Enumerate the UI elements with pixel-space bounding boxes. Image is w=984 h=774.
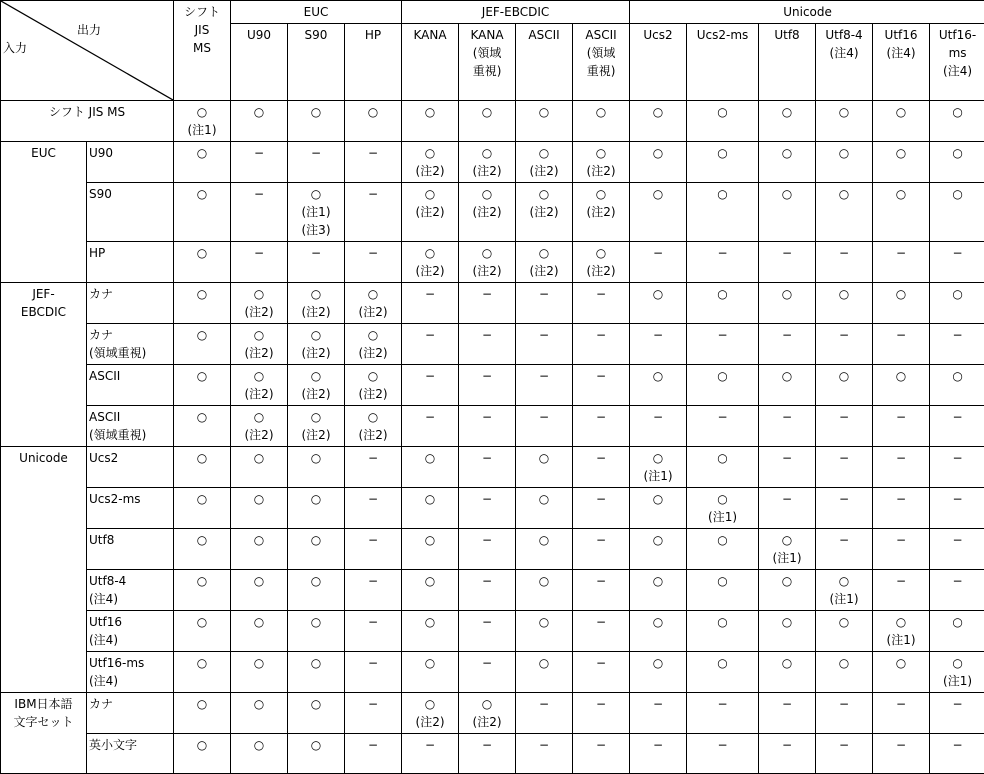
matrix-cell: ○ (注2): [402, 693, 459, 734]
row-sub-label: U90: [87, 142, 174, 183]
subheader-cell: Ucs2-ms: [687, 24, 759, 101]
table-row: [1, 693, 984, 734]
matrix-cell: −: [345, 611, 402, 652]
matrix-cell: ○: [687, 529, 759, 570]
matrix-cell: ○: [687, 652, 759, 693]
table-row: [1, 101, 984, 142]
matrix-cell: ○ (注1): [759, 529, 816, 570]
matrix-cell: −: [873, 406, 930, 447]
row-sub-label: Ucs2: [87, 447, 174, 488]
subheader-cell: KANA: [402, 24, 459, 101]
matrix-cell: ○ (注2): [288, 365, 345, 406]
row-sub-label: HP: [87, 242, 174, 283]
matrix-cell: −: [573, 734, 630, 774]
matrix-cell: −: [930, 693, 984, 734]
row-sub-label: S90: [87, 183, 174, 242]
matrix-cell: −: [873, 447, 930, 488]
matrix-cell: ○: [930, 183, 984, 242]
matrix-cell: −: [573, 324, 630, 365]
matrix-cell: −: [573, 447, 630, 488]
matrix-cell: −: [516, 406, 573, 447]
matrix-cell: ○: [573, 101, 630, 142]
matrix-cell: ○: [630, 611, 687, 652]
matrix-cell: ○ (注2): [345, 406, 402, 447]
matrix-cell: −: [345, 570, 402, 611]
matrix-cell: ○: [630, 570, 687, 611]
matrix-cell: ○: [402, 652, 459, 693]
matrix-cell: ○: [402, 101, 459, 142]
matrix-cell: ○: [816, 365, 873, 406]
matrix-cell: ○ (注2): [288, 406, 345, 447]
table-row: [1, 570, 984, 611]
matrix-cell: −: [759, 734, 816, 774]
matrix-cell: ○ (注2): [231, 406, 288, 447]
matrix-cell: ○ (注2): [345, 365, 402, 406]
matrix-cell: −: [516, 734, 573, 774]
matrix-cell: ○: [930, 283, 984, 324]
matrix-cell: −: [816, 447, 873, 488]
matrix-cell: ○ (注2): [231, 365, 288, 406]
table-row: [1, 734, 984, 774]
matrix-cell: −: [873, 529, 930, 570]
matrix-cell: ○: [288, 101, 345, 142]
subheader-cell: KANA (領域 重視): [459, 24, 516, 101]
corner-header: [1, 1, 174, 101]
matrix-cell: −: [573, 570, 630, 611]
matrix-cell: ○ (注2): [573, 183, 630, 242]
matrix-cell: ○: [174, 406, 231, 447]
matrix-cell: ○ (注2): [345, 283, 402, 324]
matrix-cell: ○: [288, 447, 345, 488]
matrix-cell: ○: [231, 570, 288, 611]
matrix-cell: −: [816, 693, 873, 734]
matrix-cell: ○ (注1): [930, 652, 984, 693]
matrix-cell: −: [459, 611, 516, 652]
matrix-cell: ○: [174, 324, 231, 365]
matrix-cell: −: [573, 488, 630, 529]
matrix-cell: −: [573, 283, 630, 324]
matrix-cell: ○: [459, 101, 516, 142]
matrix-cell: ○: [759, 611, 816, 652]
matrix-cell: −: [930, 488, 984, 529]
subheader-cell: Utf16- ms (注4): [930, 24, 984, 101]
table-row: [1, 652, 984, 693]
matrix-cell: ○ (注2): [402, 183, 459, 242]
matrix-cell: ○: [174, 447, 231, 488]
matrix-cell: ○: [630, 283, 687, 324]
matrix-cell: ○: [873, 183, 930, 242]
matrix-cell: ○: [630, 101, 687, 142]
matrix-cell: ○: [516, 611, 573, 652]
matrix-cell: ○ (注2): [345, 324, 402, 365]
subheader-cell: U90: [231, 24, 288, 101]
matrix-cell: ○ (注2): [516, 242, 573, 283]
matrix-cell: ○: [630, 529, 687, 570]
matrix-cell: ○ (注2): [516, 183, 573, 242]
matrix-cell: −: [345, 734, 402, 774]
matrix-cell: −: [687, 693, 759, 734]
table-row: [1, 488, 984, 529]
matrix-cell: ○: [687, 365, 759, 406]
matrix-cell: −: [345, 488, 402, 529]
matrix-cell: −: [759, 447, 816, 488]
matrix-cell: ○ (注1): [873, 611, 930, 652]
matrix-cell: ○ (注2): [459, 183, 516, 242]
matrix-cell: −: [345, 529, 402, 570]
matrix-cell: −: [459, 529, 516, 570]
matrix-cell: −: [573, 693, 630, 734]
matrix-cell: ○ (注2): [459, 142, 516, 183]
matrix-cell: −: [930, 242, 984, 283]
matrix-cell: −: [816, 488, 873, 529]
matrix-cell: ○: [687, 142, 759, 183]
matrix-cell: −: [459, 324, 516, 365]
matrix-cell: ○: [630, 142, 687, 183]
matrix-cell: −: [345, 447, 402, 488]
matrix-cell: ○ (注2): [573, 142, 630, 183]
matrix-cell: ○: [231, 488, 288, 529]
matrix-cell: ○: [816, 183, 873, 242]
subheader-cell: Ucs2: [630, 24, 687, 101]
matrix-cell: −: [930, 570, 984, 611]
matrix-cell: ○: [630, 183, 687, 242]
matrix-cell: ○: [873, 142, 930, 183]
matrix-cell: −: [231, 142, 288, 183]
matrix-cell: ○: [873, 101, 930, 142]
matrix-cell: ○: [759, 101, 816, 142]
matrix-cell: ○: [174, 283, 231, 324]
subheader-cell: Utf8-4 (注4): [816, 24, 873, 101]
matrix-cell: ○: [174, 488, 231, 529]
table-row: [1, 611, 984, 652]
matrix-cell: ○ (注2): [288, 324, 345, 365]
matrix-cell: ○: [174, 365, 231, 406]
matrix-cell: ○: [873, 652, 930, 693]
output-label: 出力: [77, 21, 101, 39]
row-group-label: EUC: [1, 142, 87, 283]
matrix-cell: ○ (注2): [231, 324, 288, 365]
matrix-cell: ○: [516, 529, 573, 570]
matrix-cell: ○ (注2): [459, 242, 516, 283]
header-sjis: シフト JIS MS: [174, 1, 231, 101]
matrix-cell: ○: [288, 734, 345, 774]
table-row: [1, 183, 984, 242]
matrix-cell: −: [873, 324, 930, 365]
matrix-cell: −: [459, 447, 516, 488]
matrix-cell: ○: [759, 183, 816, 242]
matrix-cell: −: [873, 488, 930, 529]
matrix-cell: −: [630, 693, 687, 734]
matrix-cell: −: [930, 447, 984, 488]
matrix-cell: ○: [174, 242, 231, 283]
matrix-cell: −: [516, 324, 573, 365]
matrix-cell: ○: [516, 652, 573, 693]
matrix-cell: ○: [687, 570, 759, 611]
matrix-cell: −: [402, 324, 459, 365]
row-sub-label: Ucs2-ms: [87, 488, 174, 529]
row-sub-label: 英小文字: [87, 734, 174, 774]
matrix-cell: −: [459, 488, 516, 529]
matrix-cell: ○ (注2): [516, 142, 573, 183]
matrix-cell: ○ (注2): [459, 693, 516, 734]
matrix-cell: −: [930, 324, 984, 365]
subheader-cell: Utf16 (注4): [873, 24, 930, 101]
matrix-cell: −: [459, 652, 516, 693]
matrix-cell: −: [573, 611, 630, 652]
matrix-cell: −: [573, 365, 630, 406]
matrix-cell: ○: [231, 611, 288, 652]
matrix-cell: ○: [930, 101, 984, 142]
matrix-cell: ○: [516, 488, 573, 529]
matrix-cell: −: [816, 242, 873, 283]
matrix-cell: ○: [174, 142, 231, 183]
matrix-cell: −: [759, 406, 816, 447]
subheader-cell: ASCII: [516, 24, 573, 101]
matrix-cell: ○ (注1): [174, 101, 231, 142]
matrix-cell: ○: [402, 447, 459, 488]
matrix-cell: ○: [402, 488, 459, 529]
matrix-cell: ○ (注2): [402, 142, 459, 183]
table-row: [1, 406, 984, 447]
matrix-cell: ○: [516, 570, 573, 611]
matrix-cell: −: [288, 142, 345, 183]
matrix-cell: −: [345, 142, 402, 183]
matrix-cell: −: [516, 693, 573, 734]
matrix-cell: −: [573, 529, 630, 570]
matrix-cell: ○: [687, 183, 759, 242]
matrix-cell: ○: [288, 529, 345, 570]
matrix-cell: −: [345, 242, 402, 283]
matrix-cell: ○: [231, 529, 288, 570]
matrix-cell: −: [345, 693, 402, 734]
matrix-cell: −: [759, 488, 816, 529]
table-row: [1, 242, 984, 283]
matrix-cell: −: [816, 406, 873, 447]
matrix-cell: ○: [687, 101, 759, 142]
matrix-cell: ○: [816, 101, 873, 142]
matrix-cell: ○: [288, 693, 345, 734]
subheader-cell: Utf8: [759, 24, 816, 101]
matrix-cell: −: [687, 324, 759, 365]
matrix-cell: ○: [816, 611, 873, 652]
matrix-cell: −: [630, 406, 687, 447]
matrix-cell: −: [930, 406, 984, 447]
matrix-cell: ○: [402, 529, 459, 570]
matrix-cell: ○: [816, 652, 873, 693]
matrix-cell: −: [345, 183, 402, 242]
matrix-cell: ○: [816, 142, 873, 183]
subheader-cell: S90: [288, 24, 345, 101]
matrix-cell: −: [459, 570, 516, 611]
matrix-cell: −: [516, 283, 573, 324]
matrix-cell: ○: [759, 283, 816, 324]
matrix-cell: −: [873, 570, 930, 611]
input-label: 入力: [3, 39, 27, 57]
matrix-cell: ○: [687, 447, 759, 488]
matrix-cell: ○: [687, 283, 759, 324]
matrix-cell: −: [759, 693, 816, 734]
matrix-cell: −: [816, 324, 873, 365]
matrix-cell: ○: [816, 283, 873, 324]
matrix-cell: ○: [231, 652, 288, 693]
matrix-cell: ○: [759, 570, 816, 611]
subheader-cell: ASCII (領域 重視): [573, 24, 630, 101]
matrix-cell: −: [930, 529, 984, 570]
matrix-cell: ○: [759, 142, 816, 183]
row-group-label: JEF- EBCDIC: [1, 283, 87, 447]
matrix-cell: −: [459, 283, 516, 324]
matrix-cell: ○: [759, 652, 816, 693]
matrix-cell: ○ (注2): [288, 283, 345, 324]
header-group-unicode: Unicode: [630, 1, 984, 24]
table-row: [1, 324, 984, 365]
matrix-cell: ○: [759, 365, 816, 406]
matrix-cell: −: [345, 652, 402, 693]
matrix-cell: −: [930, 734, 984, 774]
matrix-cell: −: [630, 242, 687, 283]
matrix-cell: ○ (注2): [231, 283, 288, 324]
matrix-cell: −: [630, 734, 687, 774]
matrix-cell: −: [402, 283, 459, 324]
matrix-cell: −: [687, 734, 759, 774]
row-group-label: IBM日本語 文字セット: [1, 693, 87, 774]
matrix-cell: ○ (注2): [573, 242, 630, 283]
matrix-cell: ○: [402, 570, 459, 611]
subheader-cell: HP: [345, 24, 402, 101]
matrix-cell: ○: [174, 183, 231, 242]
matrix-cell: ○ (注1) (注3): [288, 183, 345, 242]
row-sub-label: ASCII (領域重視): [87, 406, 174, 447]
row-sub-label: Utf16 (注4): [87, 611, 174, 652]
matrix-cell: ○: [630, 652, 687, 693]
matrix-cell: −: [630, 324, 687, 365]
matrix-cell: ○ (注2): [402, 242, 459, 283]
matrix-cell: ○: [516, 447, 573, 488]
matrix-cell: −: [573, 406, 630, 447]
matrix-cell: ○: [288, 570, 345, 611]
matrix-cell: −: [816, 734, 873, 774]
matrix-cell: −: [288, 242, 345, 283]
matrix-cell: −: [516, 365, 573, 406]
row-sub-label: カナ: [87, 283, 174, 324]
matrix-cell: ○ (注1): [630, 447, 687, 488]
matrix-cell: −: [873, 734, 930, 774]
row-sub-label: カナ: [87, 693, 174, 734]
matrix-cell: ○: [402, 611, 459, 652]
matrix-cell: ○: [174, 734, 231, 774]
table-row: [1, 447, 984, 488]
row-group-label: シフト JIS MS: [1, 101, 174, 142]
matrix-cell: ○: [231, 101, 288, 142]
matrix-cell: ○: [288, 611, 345, 652]
matrix-cell: ○: [174, 652, 231, 693]
matrix-cell: −: [402, 734, 459, 774]
matrix-cell: ○: [930, 611, 984, 652]
matrix-cell: −: [459, 734, 516, 774]
header-group-jef: JEF-EBCDIC: [402, 1, 630, 24]
matrix-cell: ○: [630, 488, 687, 529]
matrix-cell: ○: [174, 570, 231, 611]
table-row: [1, 142, 984, 183]
matrix-cell: −: [231, 183, 288, 242]
matrix-cell: ○: [174, 529, 231, 570]
matrix-cell: −: [759, 324, 816, 365]
matrix-cell: ○: [930, 142, 984, 183]
row-sub-label: カナ (領域重視): [87, 324, 174, 365]
matrix-cell: ○: [231, 447, 288, 488]
matrix-cell: ○: [930, 365, 984, 406]
matrix-cell: −: [402, 365, 459, 406]
table-row: [1, 283, 984, 324]
matrix-cell: −: [459, 365, 516, 406]
matrix-cell: −: [687, 242, 759, 283]
row-sub-label: Utf16-ms (注4): [87, 652, 174, 693]
matrix-cell: ○: [174, 693, 231, 734]
matrix-cell: ○: [873, 365, 930, 406]
matrix-cell: −: [459, 406, 516, 447]
matrix-cell: ○: [174, 611, 231, 652]
matrix-cell: ○: [288, 652, 345, 693]
matrix-cell: ○: [873, 283, 930, 324]
matrix-cell: ○: [231, 693, 288, 734]
matrix-cell: ○: [687, 611, 759, 652]
matrix-cell: −: [231, 242, 288, 283]
header-group-euc: EUC: [231, 1, 402, 24]
matrix-cell: ○: [516, 101, 573, 142]
matrix-cell: −: [873, 693, 930, 734]
table-row: [1, 529, 984, 570]
matrix-cell: −: [759, 242, 816, 283]
row-sub-label: Utf8: [87, 529, 174, 570]
row-group-label: Unicode: [1, 447, 87, 693]
matrix-cell: ○: [288, 488, 345, 529]
row-sub-label: Utf8-4 (注4): [87, 570, 174, 611]
matrix-cell: ○: [345, 101, 402, 142]
matrix-cell: −: [573, 652, 630, 693]
table-row: [1, 365, 984, 406]
matrix-cell: −: [687, 406, 759, 447]
matrix-cell: −: [402, 406, 459, 447]
matrix-cell: ○ (注1): [687, 488, 759, 529]
matrix-cell: ○: [630, 365, 687, 406]
matrix-cell: ○: [231, 734, 288, 774]
matrix-cell: −: [816, 529, 873, 570]
matrix-cell: ○ (注1): [816, 570, 873, 611]
row-sub-label: ASCII: [87, 365, 174, 406]
matrix-cell: −: [873, 242, 930, 283]
